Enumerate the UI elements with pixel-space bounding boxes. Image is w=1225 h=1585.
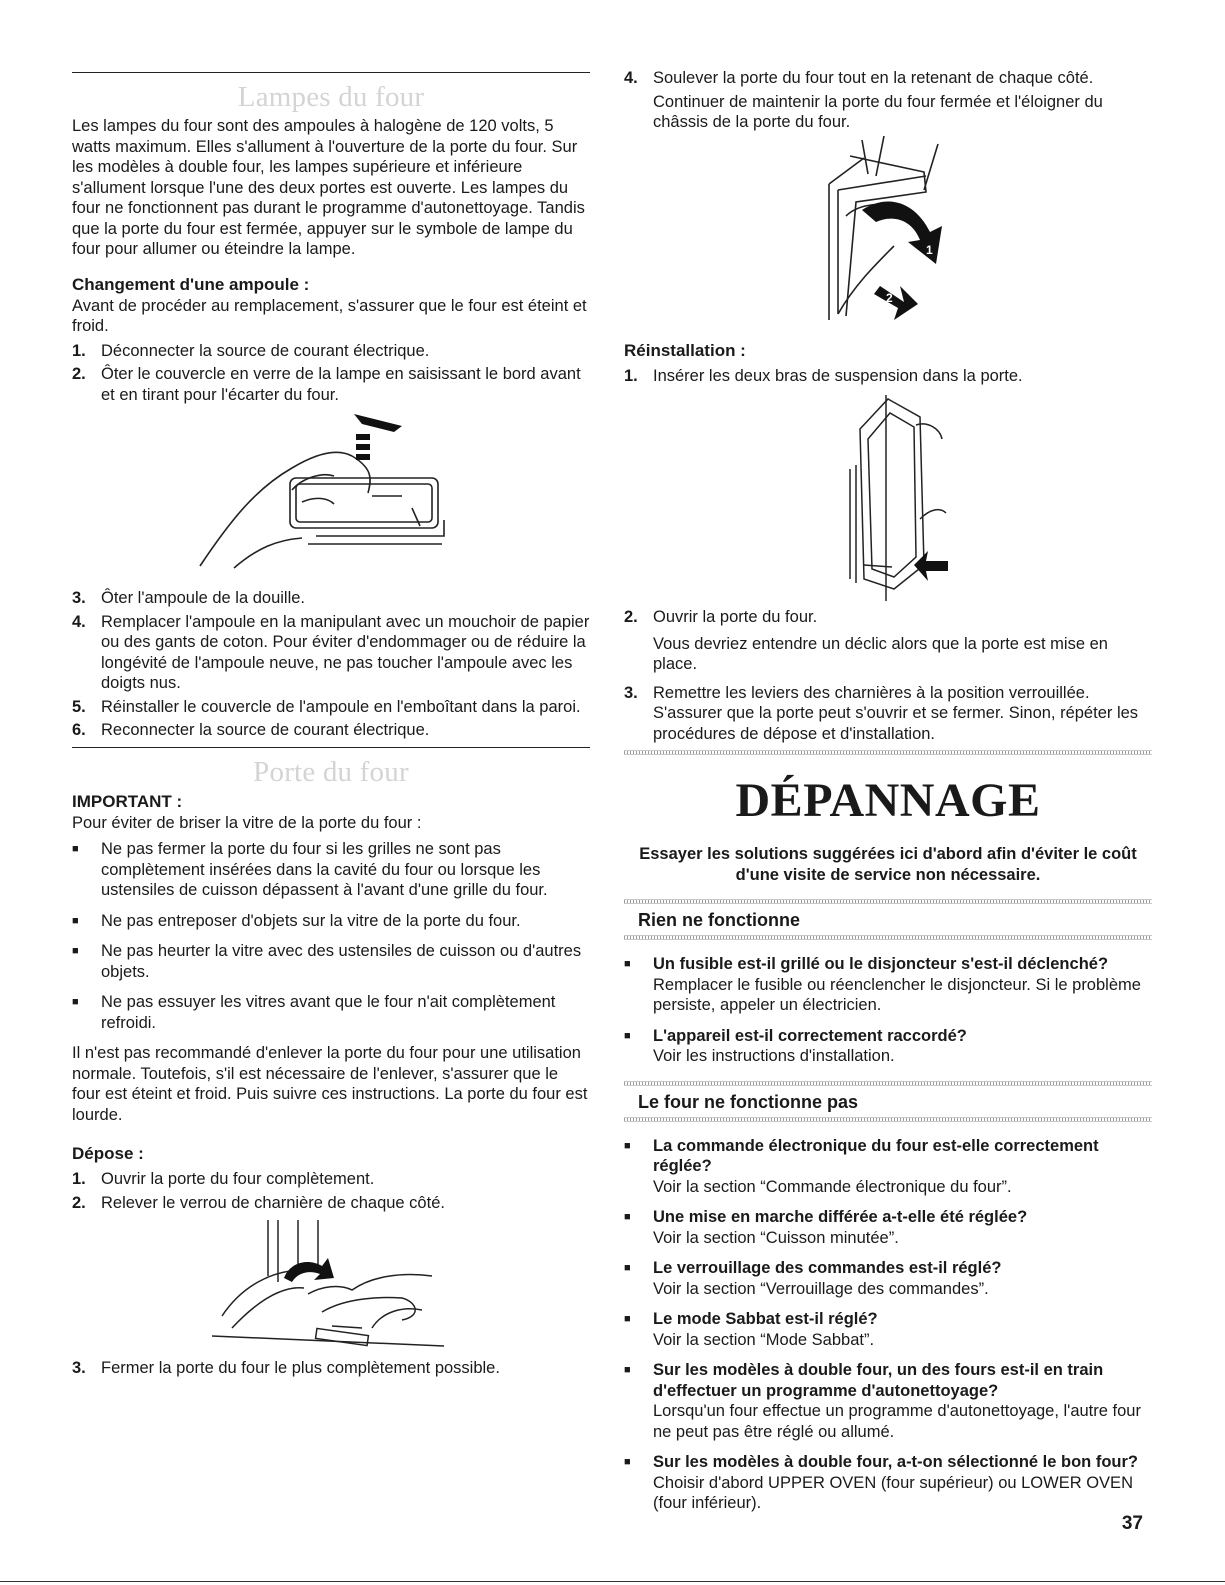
trouble-question: Une mise en marche différée a-t-elle été réglée? bbox=[653, 1208, 1028, 1226]
trouble-answer: Voir les instructions d'installation. bbox=[653, 1047, 895, 1065]
step-subtext: Vous devriez entendre un déclic alors que la porte est mise en place. bbox=[653, 634, 1108, 673]
hatched-divider bbox=[624, 750, 1152, 755]
list-item bbox=[624, 366, 1152, 387]
list-item bbox=[624, 607, 1152, 628]
trouble-answer: Lorsqu'un four effectue un programme d'autonettoyage, l'autre four ne peut pas être réglé ou allumé. bbox=[653, 1402, 1141, 1441]
step-number: 1. bbox=[72, 1170, 86, 1188]
lift-door-illustration bbox=[624, 136, 1152, 334]
step-number: 2. bbox=[72, 1193, 86, 1212]
trouble-answer: Choisir d'abord UPPER OVEN (four supérieur) ou LOWER OVEN (four inférieur). bbox=[653, 1473, 1133, 1512]
depose-steps-a bbox=[72, 1169, 590, 1213]
step-number: 3. bbox=[72, 1359, 86, 1377]
trouble-question: Sur les modèles à double four, a-t-on sélectionné le bon four? bbox=[653, 1453, 1138, 1471]
step-text: Réinstaller le couvercle de l'ampoule en l'emboîtant dans la paroi. bbox=[101, 697, 581, 716]
step-text: Remettre les leviers des charnières à la position verrouillée. S'assurer que la porte peut s'ouvrir et se fermer. Sinon, répéter les procédures de dépose et d'installation. bbox=[653, 683, 1139, 743]
step-text: Soulever la porte du four tout en la retenant de chaque côté. bbox=[653, 69, 1094, 87]
list-item bbox=[72, 1358, 590, 1379]
bullet-square-icon: ■ bbox=[624, 1262, 631, 1274]
depannage-title: DÉPANNAGE bbox=[735, 774, 1041, 827]
page-number: 37 bbox=[1121, 1513, 1143, 1534]
list-item bbox=[624, 954, 1152, 1016]
reinstall-door-illustration bbox=[624, 389, 1152, 603]
hand-removing-lamp-cover-icon bbox=[72, 408, 590, 584]
list-item bbox=[72, 941, 590, 982]
step-text: Relever le verrou de charnière de chaque côté. bbox=[101, 1193, 445, 1212]
bullet-text: Ne pas entreposer d'objets sur la vitre de la porte du four. bbox=[101, 911, 521, 930]
bullet-text: Ne pas heurter la vitre avec des ustensiles de cuisson ou d'autres objets. bbox=[101, 942, 582, 981]
list-item bbox=[72, 911, 590, 932]
inserting-hinge-arms-icon bbox=[624, 389, 1152, 603]
bullet-square-icon: ■ bbox=[624, 1313, 631, 1325]
door-removal-para: Il n'est pas recommandé d'enlever la porte du four pour une utilisation normale. Toutefois, s'il est nécessaire de l'enlever, s'assurer que le four est éteint et froid. Puis suivre ces instructions. La porte du four est lourde. bbox=[72, 1044, 588, 1124]
step-text: Insérer les deux bras de suspension dans la porte. bbox=[653, 366, 1023, 385]
bullet-text: Ne pas fermer la porte du four si les grilles ne sont pas complètement insérées dans la cavité du four ou lorsque les ustensiles de cuisson dépassent à l'avant d'une grille du four. bbox=[101, 840, 548, 899]
lifting-door-hands-icon bbox=[624, 136, 1152, 334]
step-text: Ôter le couvercle en verre de la lampe en saisissant le bord avant et en tirant pour l'écarter du four. bbox=[101, 365, 581, 404]
trouble-answer: Voir la section “Commande électronique du four”. bbox=[653, 1177, 1012, 1196]
changement-intro: Avant de procéder au remplacement, s'assurer que le four est éteint et froid. bbox=[72, 296, 587, 335]
trouble-answer: Voir la section “Mode Sabbat”. bbox=[653, 1330, 875, 1349]
trouble-question: La commande électronique du four est-elle correctement réglée? bbox=[653, 1136, 1099, 1175]
lampes-intro: Les lampes du four sont des ampoules à halogène de 120 volts, 5 watts maximum. Elles s'allument à l'ouverture de la porte du four. Sur les modèles à double four, les lampes supérieure et inférieure s'allument lorsque l'une des deux portes est ouverte. Les lampes du four ne fonctionnent pas durant le programme d'autonettoyage. Tandis que la porte du four est fermée, appuyer sur le symbole de lampe du four pour allumer ou éteindre la lampe. bbox=[72, 117, 585, 258]
step-number: 1. bbox=[72, 341, 86, 360]
trouble-heading: Le four ne fonctionne pas bbox=[638, 1091, 859, 1112]
important-label: IMPORTANT : bbox=[72, 791, 183, 811]
step-text: Déconnecter la source de courant électrique. bbox=[101, 341, 430, 360]
list-item bbox=[624, 1309, 1152, 1350]
bullet-square-icon: ■ bbox=[624, 1139, 631, 1152]
left-column bbox=[72, 60, 590, 1382]
list-item bbox=[624, 68, 1152, 89]
depannage-intro: Essayer les solutions suggérées ici d'abord afin d'éviter le coût d'une visite de service non nécessaire. bbox=[639, 845, 1137, 884]
right-column bbox=[624, 60, 1152, 1524]
list-item bbox=[72, 364, 590, 405]
trouble-answer: Remplacer le fusible ou réenclencher le disjoncteur. Si le problème persiste, appeler un électricien. bbox=[653, 975, 1141, 1014]
trouble-question: Le verrouillage des commandes est-il réglé? bbox=[653, 1259, 1002, 1277]
trouble-heading: Rien ne fonctionne bbox=[638, 910, 800, 930]
trouble-answer: Voir la section “Verrouillage des commandes”. bbox=[653, 1279, 989, 1298]
step-number: 6. bbox=[72, 721, 86, 739]
door-warning-list bbox=[72, 839, 590, 1033]
step-text: Ouvrir la porte du four. bbox=[653, 608, 818, 626]
bullet-square-icon: ■ bbox=[72, 843, 79, 855]
bullet-square-icon: ■ bbox=[624, 1456, 631, 1468]
step-number: 2. bbox=[624, 608, 638, 626]
list-item bbox=[72, 1193, 590, 1214]
list-item bbox=[72, 612, 590, 694]
lamp-steps-b bbox=[72, 588, 590, 741]
lamp-steps-a bbox=[72, 341, 590, 406]
list-item bbox=[72, 588, 590, 609]
section-rule bbox=[72, 747, 590, 748]
step-text: Ouvrir la porte du four complètement. bbox=[101, 1170, 375, 1188]
step-number: 3. bbox=[72, 589, 86, 607]
step-text: Ôter l'ampoule de la douille. bbox=[101, 589, 306, 607]
step-number: 2. bbox=[72, 365, 86, 383]
list-item bbox=[72, 839, 590, 901]
section-title-porte: Porte du four bbox=[253, 755, 409, 788]
step-number: 5. bbox=[72, 697, 86, 716]
trouble-question: Un fusible est-il grillé ou le disjoncteur s'est-il déclenché? bbox=[653, 955, 1109, 973]
hinge-lock-illustration bbox=[72, 1216, 590, 1354]
bullet-square-icon: ■ bbox=[72, 945, 79, 957]
reinst-step-3 bbox=[624, 683, 1152, 745]
list-item bbox=[624, 1207, 1152, 1248]
bullet-square-icon: ■ bbox=[624, 1364, 631, 1376]
list-item bbox=[624, 1360, 1152, 1442]
step-subtext: Continuer de maintenir la porte du four fermée et l'éloigner du châssis de la porte du four. bbox=[653, 92, 1103, 131]
list-item bbox=[72, 341, 590, 362]
section-rule bbox=[72, 72, 590, 73]
step-text: Reconnecter la source de courant électrique. bbox=[101, 721, 430, 739]
list-item bbox=[624, 683, 1152, 745]
bullet-square-icon: ■ bbox=[624, 1211, 631, 1223]
subhead-changement: Changement d'une ampoule : bbox=[72, 274, 310, 294]
trouble-question: L'appareil est-il correctement raccordé? bbox=[653, 1026, 967, 1045]
figure-label-2: 2 bbox=[886, 290, 893, 305]
hinge-lock-hand-icon bbox=[72, 1216, 590, 1354]
list-item bbox=[72, 720, 590, 741]
list-item bbox=[72, 1169, 590, 1190]
step-number: 1. bbox=[624, 366, 638, 385]
hatched-divider bbox=[624, 1117, 1152, 1122]
important-intro: Pour éviter de briser la vitre de la porte du four : bbox=[72, 813, 422, 832]
list-item bbox=[72, 992, 590, 1033]
trouble-question: Le mode Sabbat est-il réglé? bbox=[653, 1310, 878, 1328]
step-number: 4. bbox=[624, 69, 638, 87]
list-item bbox=[624, 1258, 1152, 1299]
bullet-text: Ne pas essuyer les vitres avant que le four n'ait complètement refroidi. bbox=[101, 993, 556, 1032]
reinst-steps-rest bbox=[624, 607, 1152, 628]
reinst-step-1 bbox=[624, 366, 1152, 387]
lift-door-step bbox=[624, 68, 1152, 89]
step-number: 3. bbox=[624, 683, 638, 702]
list-item bbox=[72, 697, 590, 718]
figure-label-1: 1 bbox=[926, 242, 933, 257]
subhead-reinstallation: Réinstallation : bbox=[624, 340, 746, 360]
list-item bbox=[624, 1136, 1152, 1198]
lamp-cover-illustration bbox=[72, 408, 590, 584]
list-item bbox=[624, 1452, 1152, 1514]
hatched-divider bbox=[624, 935, 1152, 940]
list-item bbox=[624, 1026, 1152, 1067]
trouble-question: Sur les modèles à double four, un des fours est-il en train d'effectuer un programme d'autonettoyage? bbox=[653, 1361, 1104, 1400]
step-text: Remplacer l'ampoule en la manipulant avec un mouchoir de papier ou des gants de coton. Pour éviter d'endommager ou de réduire la longévité de l'ampoule neuve, ne pas toucher l'ampoule avec les doigts nus. bbox=[101, 612, 590, 692]
bullet-square-icon: ■ bbox=[72, 996, 79, 1008]
section-title-lampes: Lampes du four bbox=[237, 81, 425, 113]
step-text: Fermer la porte du four le plus complètement possible. bbox=[101, 1359, 500, 1377]
depose-steps-b bbox=[72, 1358, 590, 1379]
bullet-square-icon: ■ bbox=[624, 1029, 631, 1042]
trouble-answer: Voir la section “Cuisson minutée”. bbox=[653, 1228, 899, 1247]
bullet-square-icon: ■ bbox=[624, 958, 631, 970]
step-number: 4. bbox=[72, 612, 86, 631]
page-edge-line bbox=[0, 1581, 1225, 1582]
subhead-depose: Dépose : bbox=[72, 1144, 144, 1163]
bullet-square-icon: ■ bbox=[72, 914, 79, 927]
